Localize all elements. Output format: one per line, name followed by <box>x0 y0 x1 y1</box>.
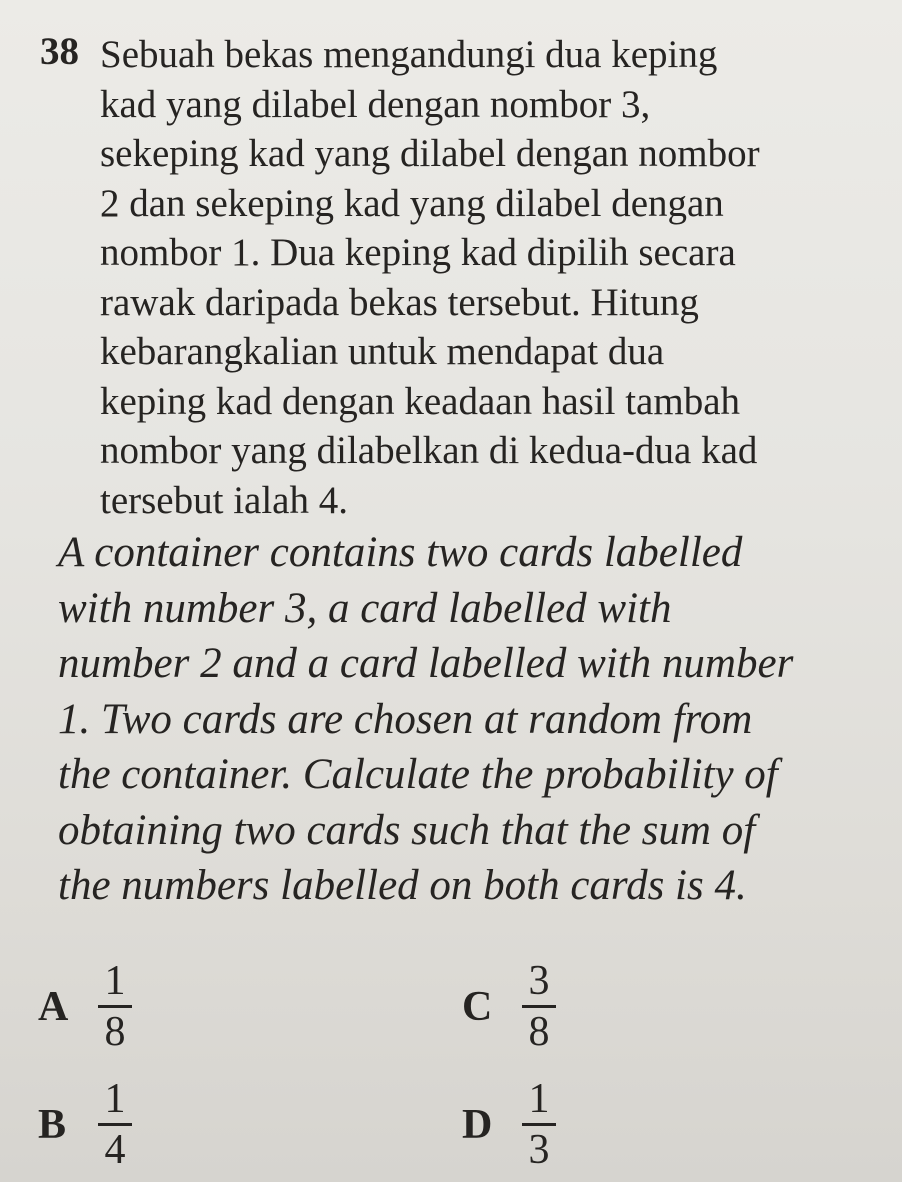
option-fraction <box>522 1078 556 1171</box>
option-letter: C <box>462 983 493 1030</box>
english-line: the container. Calculate the probability of <box>58 751 778 798</box>
fraction-numerator: 1 <box>104 958 126 1004</box>
malay-line: keping kad dengan keadaan hasil tambah <box>100 379 741 423</box>
fraction-numerator: 3 <box>528 958 550 1004</box>
option-letter: B <box>38 1101 67 1148</box>
fraction-denominator: 3 <box>528 1127 550 1173</box>
option-fraction <box>522 960 556 1053</box>
option-a[interactable] <box>38 960 132 1053</box>
malay-line: kad yang dilabel dengan nombor 3, <box>100 82 651 126</box>
option-d[interactable] <box>462 1078 556 1171</box>
question-number: 38 <box>40 30 79 73</box>
malay-line: 2 dan sekeping kad yang dilabel dengan <box>100 181 724 225</box>
malay-line: rawak daripada bekas tersebut. Hitung <box>100 280 699 324</box>
option-b[interactable] <box>38 1078 132 1171</box>
malay-line: sekeping kad yang dilabel dengan nombor <box>100 132 760 175</box>
english-line: the numbers labelled on both cards is 4. <box>58 862 747 909</box>
malay-line: nombor 1. Dua keping kad dipilih secara <box>100 231 736 274</box>
option-c[interactable] <box>462 960 556 1053</box>
english-line: A container contains two cards labelled <box>58 529 743 576</box>
english-line: obtaining two cards such that the sum of <box>58 806 756 854</box>
fraction-denominator: 8 <box>528 1009 550 1055</box>
fraction-numerator: 1 <box>528 1076 550 1122</box>
malay-line: nombor yang dilabelkan di kedua-dua kad <box>100 429 758 472</box>
malay-line: Sebuah bekas mengandungi dua keping <box>100 33 718 76</box>
option-letter: D <box>462 1101 493 1148</box>
option-fraction <box>98 960 132 1053</box>
english-line: number 2 and a card labelled with number <box>58 640 794 687</box>
question-text-malay <box>100 30 890 525</box>
english-line: with number 3, a card labelled with <box>58 584 672 632</box>
malay-line: tersebut ialah 4. <box>100 478 348 522</box>
question-text-english <box>58 525 898 914</box>
fraction-denominator: 8 <box>104 1009 126 1055</box>
english-line: 1. Two cards are chosen at random from <box>58 695 753 743</box>
fraction-denominator: 4 <box>104 1127 126 1173</box>
malay-line: kebarangkalian untuk mendapat dua <box>100 330 665 373</box>
option-fraction <box>98 1078 132 1171</box>
option-letter: A <box>38 983 69 1030</box>
fraction-numerator: 1 <box>104 1076 126 1122</box>
